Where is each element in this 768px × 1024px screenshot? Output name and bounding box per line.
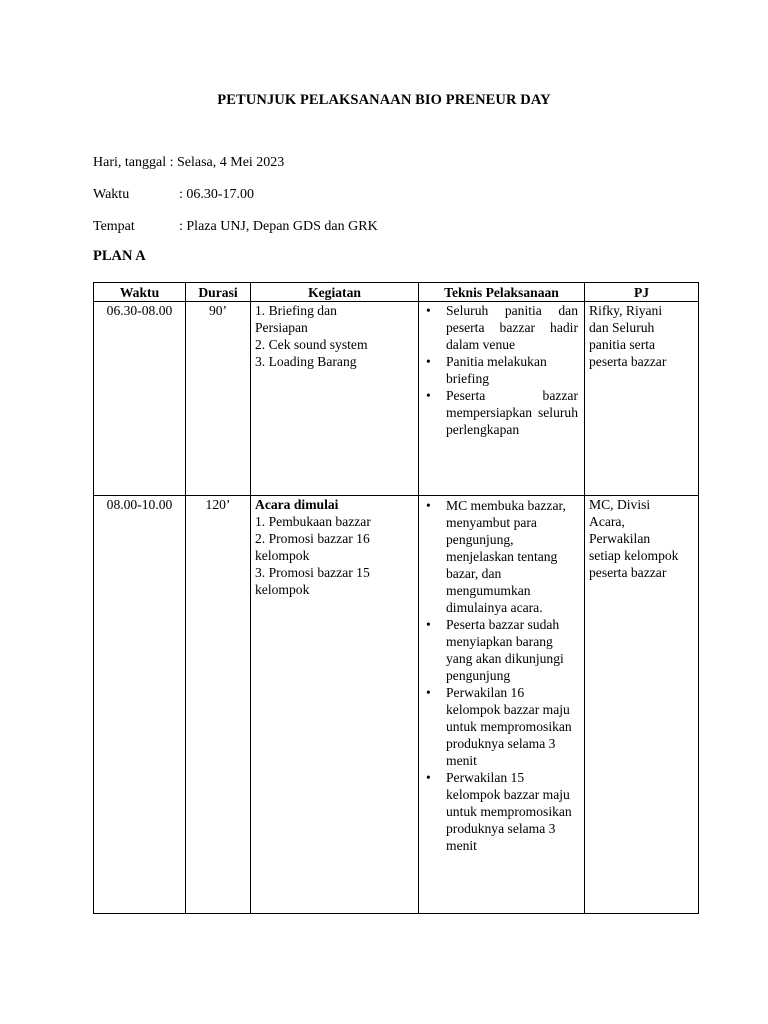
cell-pj <box>585 302 699 496</box>
schedule-table <box>93 282 699 914</box>
meta-date-line <box>93 155 284 171</box>
teknis-bullet-item: • MC membuka bazzar, menyambut para pengunjung, menjelaskan tentang bazar, dan mengumumkan dimulainya acara. <box>419 497 584 616</box>
kegiatan-line: 1. Pembukaan bazzar <box>255 514 371 529</box>
pj-line: Acara, <box>589 514 625 529</box>
table-row <box>94 496 699 914</box>
pj-line: MC, Divisi <box>589 497 651 512</box>
pj-line: Perwakilan <box>589 531 651 546</box>
kegiatan-line: kelompok <box>255 582 310 597</box>
header-kegiatan: Kegiatan <box>251 283 419 302</box>
pj-line: peserta bazzar <box>589 354 667 369</box>
cell-waktu: 08.00-10.00 <box>94 496 186 914</box>
kegiatan-line: 2. Promosi bazzar 16 <box>255 531 370 546</box>
teknis-bullet-list <box>419 497 584 854</box>
meta-place-line <box>93 219 378 235</box>
header-waktu: Waktu <box>94 283 186 302</box>
pj-line: dan Seluruh <box>589 320 655 335</box>
document-title: PETUNJUK PELAKSANAAN BIO PRENEUR DAY <box>217 92 551 108</box>
teknis-bullet-item: • Perwakilan 16 kelompok bazzar maju untuk mempromosikan produknya selama 3 menit <box>419 684 584 769</box>
pj-line: peserta bazzar <box>589 565 667 580</box>
kegiatan-heading: Acara dimulai <box>255 497 339 512</box>
meta-place-label: Tempat <box>93 219 135 234</box>
meta-time-value: : 06.30-17.00 <box>179 187 255 202</box>
kegiatan-line: 2. Cek sound system <box>255 337 368 352</box>
kegiatan-line: kelompok <box>255 548 310 563</box>
meta-time-line <box>93 187 254 203</box>
kegiatan-line: 1. Briefing dan <box>255 303 337 318</box>
kegiatan-line: Persiapan <box>255 320 308 335</box>
cell-durasi: 90’ <box>186 302 251 496</box>
pj-line: setiap kelompok <box>589 548 679 563</box>
header-teknis: Teknis Pelaksanaan <box>419 283 585 302</box>
meta-time-label: Waktu <box>93 187 130 202</box>
table-header-row <box>94 283 699 302</box>
cell-durasi: 120’ <box>186 496 251 914</box>
teknis-bullet-item: • Seluruh panitia dan peserta bazzar hadir dalam venue <box>419 302 584 353</box>
meta-date-label: Hari, tanggal <box>93 155 167 170</box>
plan-heading: PLAN A <box>93 248 146 264</box>
cell-kegiatan <box>251 302 419 496</box>
kegiatan-line: 3. Loading Barang <box>255 354 357 369</box>
teknis-bullet-list <box>419 302 584 438</box>
cell-waktu: 06.30-08.00 <box>94 302 186 496</box>
header-durasi: Durasi <box>186 283 251 302</box>
meta-place-value: : Plaza UNJ, Depan GDS dan GRK <box>179 219 378 234</box>
teknis-bullet-item: • Panitia melakukan briefing <box>419 353 584 387</box>
header-pj: PJ <box>585 283 699 302</box>
cell-teknis <box>419 302 585 496</box>
teknis-bullet-item: • Perwakilan 15 kelompok bazzar maju untuk mempromosikan produknya selama 3 menit <box>419 769 584 854</box>
cell-pj <box>585 496 699 914</box>
pj-line: panitia serta <box>589 337 656 352</box>
table-row <box>94 302 699 496</box>
teknis-bullet-item: • Peserta bazzar sudah menyiapkan barang yang akan dikunjungi pengunjung <box>419 616 584 684</box>
teknis-bullet-item: • Peserta bazzar mempersiapkan seluruh perlengkapan <box>419 387 584 438</box>
cell-kegiatan <box>251 496 419 914</box>
kegiatan-line: 3. Promosi bazzar 15 <box>255 565 370 580</box>
pj-line: Rifky, Riyani <box>589 303 663 318</box>
cell-teknis <box>419 496 585 914</box>
meta-date-value: : Selasa, 4 Mei 2023 <box>169 155 285 170</box>
